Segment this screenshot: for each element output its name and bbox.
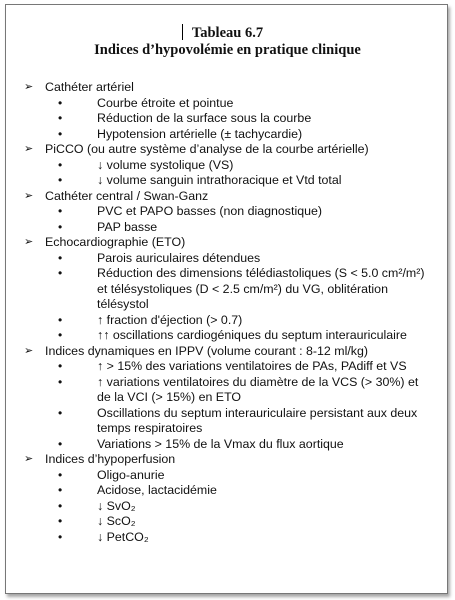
arrow-bullet-icon: ➢ (24, 81, 34, 93)
section-heading-text: PiCCO (ou autre système d’analyse de la courbe artérielle) (45, 142, 369, 156)
list-item (0, 499, 455, 515)
list-item (0, 96, 455, 112)
section-heading (0, 235, 455, 251)
bullet-icon: • (58, 374, 63, 389)
list-item (0, 313, 455, 329)
section-heading (0, 452, 455, 468)
list-item-text: PVC et PAPO basses (non diagnostique) (97, 204, 322, 218)
section-heading-text: Echocardiographie (ETO) (45, 235, 186, 249)
list-item (0, 111, 455, 127)
arrow-bullet-icon: ➢ (24, 236, 34, 248)
list-item (0, 468, 455, 484)
list-item (0, 220, 455, 236)
list-item (0, 251, 455, 267)
list-item (0, 375, 455, 406)
section-heading (0, 344, 455, 360)
list-item-text: ↓ PetCO₂ (97, 529, 149, 544)
table-subtitle: Indices d’hypovolémie en pratique clinique (94, 42, 361, 58)
bullet-icon: • (58, 467, 63, 482)
list-item-text: Réduction des dimensions télédiastoliques (S < 5.0 cm²/m²) et télésystoliques (D < 2.5 cm/m²) du VG, oblitération télésystol (97, 266, 425, 311)
list-item-text: ↑ variations ventilatoires du diamètre de la VCS (> 30%) et de la VCI (> 15%) en ETO (97, 374, 419, 404)
list-item (0, 204, 455, 220)
table-title: Tableau 6.7 (191, 25, 264, 41)
bullet-icon: • (58, 173, 63, 187)
list-item (0, 406, 455, 437)
section-heading (0, 142, 455, 158)
list-item-text: Réduction de la surface sous la courbe (97, 111, 312, 125)
bullet-icon: • (58, 250, 63, 265)
list-item-text: Variations > 15% de la Vmax du flux aortique (97, 436, 344, 451)
list-item-text: ↑↑ oscillations cardiogéniques du septum interauriculaire (97, 328, 407, 342)
section-heading-text: Cathéter artériel (45, 80, 134, 94)
bullet-icon: • (58, 312, 63, 327)
list-item-text: Oligo-anurie (97, 467, 165, 482)
bullet-icon: • (58, 204, 63, 218)
list-item (0, 530, 455, 546)
list-item (0, 437, 455, 453)
indices-list (0, 80, 455, 545)
list-item (0, 328, 455, 344)
bullet-icon: • (58, 405, 63, 420)
arrow-bullet-icon: ➢ (24, 189, 34, 202)
list-item (0, 483, 455, 499)
bullet-icon: • (58, 328, 63, 342)
list-item-text: Hypotension artérielle (± tachycardie) (97, 126, 303, 141)
bullet-icon: • (58, 126, 63, 141)
section-heading-text: Indices d’hypoperfusion (45, 452, 176, 466)
list-item-text: Oscillations du septum interauriculaire persistant aux deux temps respiratoires (97, 405, 418, 435)
bullet-icon: • (58, 219, 63, 234)
bullet-icon: • (58, 266, 63, 280)
section-heading (0, 189, 455, 205)
bullet-icon: • (58, 514, 63, 528)
section-heading (0, 80, 455, 96)
list-item-text: ↑ > 15% des variations ventilatoires de PAs, PAdiff et VS (97, 359, 407, 373)
list-item (0, 359, 455, 375)
list-item-text: Courbe étroite et pointue (97, 95, 234, 110)
bullet-icon: • (58, 483, 63, 497)
list-item-text: ↓ volume systolique (VS) (97, 157, 234, 172)
bullet-icon: • (58, 529, 63, 544)
list-item (0, 158, 455, 174)
section-heading-text: Indices dynamiques en IPPV (volume courant : 8-12 ml/kg) (45, 343, 368, 358)
section-heading-text: Cathéter central / Swan-Ganz (45, 188, 209, 203)
bullet-icon: • (58, 111, 63, 125)
arrow-bullet-icon: ➢ (24, 344, 34, 357)
list-item (0, 514, 455, 530)
list-item-text: Acidose, lactacidémie (97, 483, 217, 497)
arrow-bullet-icon: ➢ (24, 143, 34, 155)
list-item-text: Parois auriculaires détendues (97, 250, 261, 265)
list-item-text: ↓ SvO₂ (97, 498, 136, 513)
list-item (0, 173, 455, 189)
list-item-text: PAP basse (97, 219, 158, 234)
bullet-icon: • (58, 359, 63, 373)
list-item (0, 266, 455, 313)
bullet-icon: • (58, 436, 63, 451)
bullet-icon: • (58, 157, 63, 172)
list-item-text: ↑ fraction d'éjection (> 0.7) (97, 312, 243, 327)
list-item (0, 127, 455, 143)
bullet-icon: • (58, 95, 63, 110)
arrow-bullet-icon: ➢ (24, 453, 34, 465)
list-item-text: ↓ volume sanguin intrathoracique et Vtd total (97, 173, 342, 187)
list-item-text: ↓ ScO₂ (97, 514, 136, 528)
bullet-icon: • (58, 498, 63, 513)
